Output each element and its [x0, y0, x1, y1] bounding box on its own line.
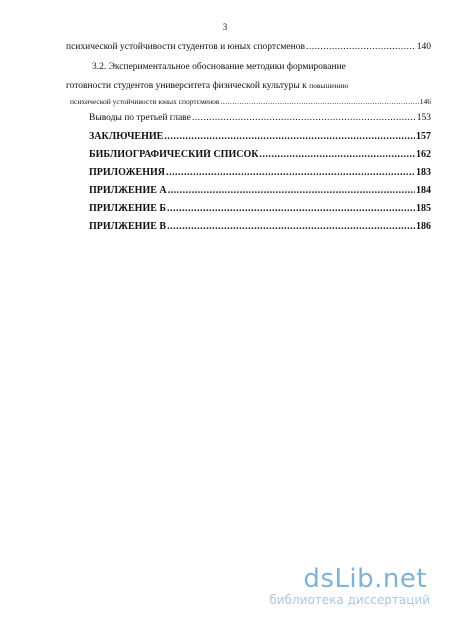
- toc-leader-dots: [164, 131, 415, 142]
- toc-entry-page: 153: [416, 113, 431, 123]
- toc-entry-title: Выводы по третьей главе: [89, 113, 191, 123]
- toc-entry-title-line2-tail: повышению: [309, 81, 349, 90]
- toc-entry-title: ЗАКЛЮЧЕНИЕ: [89, 131, 164, 142]
- toc-entry-page: 186: [416, 221, 431, 232]
- watermark-subtitle: библиотека диссертаций: [269, 593, 430, 607]
- toc-entry-title: ПРИЛЖЕНИЕ А: [89, 185, 167, 196]
- toc-entry-page: 184: [416, 185, 431, 196]
- toc-entry-title-line2-main: готовности студентов университета физической культуры к: [66, 81, 307, 91]
- toc-leader-dots: [167, 221, 415, 232]
- toc-entry-title: БИБЛИОГРАФИЧЕСКИЙ СПИСОК: [89, 149, 259, 160]
- toc-leader-dots: [306, 42, 416, 52]
- toc-entry: [89, 167, 431, 178]
- toc-entry-title: психической устойчивости студентов и юных спортсменов: [66, 42, 305, 52]
- watermark: [269, 566, 430, 608]
- toc-entry-page: 146: [419, 97, 431, 106]
- page-number: 3: [222, 22, 228, 32]
- toc-entry-page: 183: [416, 167, 431, 178]
- toc-entry-title: ПРИЛЖЕНИЕ Б: [89, 203, 167, 214]
- toc-entry-title-line2: [66, 81, 348, 91]
- watermark-logo: dsLib.net: [303, 564, 428, 594]
- toc-entry: [89, 131, 431, 142]
- toc-entry: [89, 113, 431, 123]
- toc-entry: [89, 203, 431, 214]
- toc-entry-page: 140: [416, 42, 431, 52]
- toc-entry-title-line1: 3.2. Экспериментальное обоснование методики формирование: [92, 62, 346, 72]
- toc-entry-page: 157: [416, 131, 431, 142]
- toc-entry: [66, 42, 431, 52]
- toc-entry-title: ПРИЛОЖЕНИЯ: [89, 167, 165, 178]
- toc-leader-dots: [166, 167, 415, 178]
- toc-entry: [89, 185, 431, 196]
- toc-entry-title-line3: психической устойчивости юных спортсменов: [70, 97, 220, 106]
- toc-entry: [89, 149, 431, 160]
- toc-leader-dots: [220, 97, 418, 106]
- toc-entry-title: ПРИЛЖЕНИЕ В: [89, 221, 167, 232]
- toc-leader-dots: [167, 203, 415, 214]
- toc-entry-page: 162: [416, 149, 431, 160]
- toc-leader-dots: [168, 185, 415, 196]
- toc-entry: [89, 221, 431, 232]
- toc-leader-dots: [259, 149, 415, 160]
- toc-entry-page: 185: [416, 203, 431, 214]
- toc-entry: [70, 97, 431, 106]
- toc-leader-dots: [192, 113, 416, 123]
